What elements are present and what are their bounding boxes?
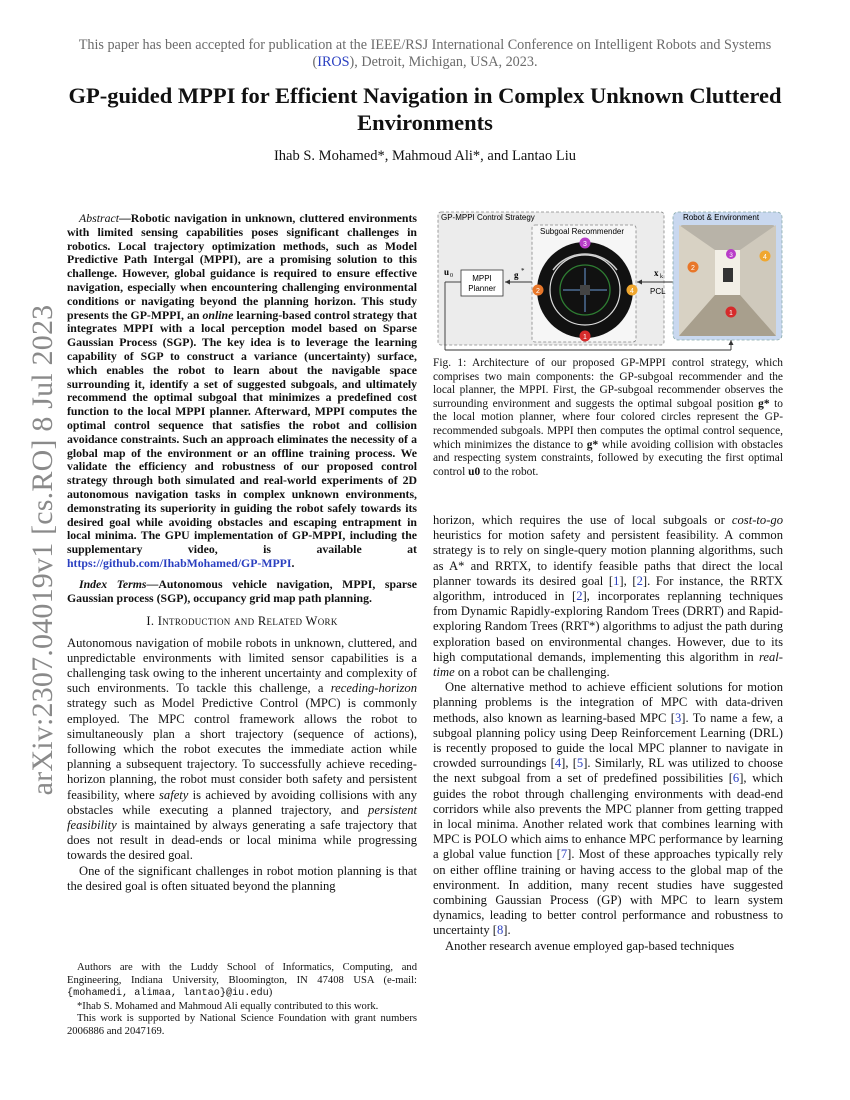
rp1-e: on a robot can be challenging. — [454, 665, 610, 680]
abstract-label: Abstract — [79, 211, 119, 225]
citation-8[interactable]: 8 — [497, 923, 504, 938]
arxiv-stamp — [23, 304, 63, 796]
intro-p1-d: is maintained by always generating a safe trajectory that does not result in dead-ends or local minima while progressing towards the desired goal. — [67, 817, 417, 863]
paper-title: GP-guided MPPI for Efficient Navigation in Complex Unknown Cluttered Environments — [68, 83, 782, 135]
citation-6[interactable]: 6 — [732, 771, 740, 786]
caption-g: g* — [758, 397, 770, 410]
rp1-rt: real-time — [433, 649, 783, 680]
figure-caption — [433, 357, 783, 479]
notice-text-post: ), Detroit, Michigan, USA, 2023. — [349, 54, 538, 70]
intro-p1-b: strategy such as Model Predictive Control (MPC) is commonly employed. The MPC control framework allows the robot to simultaneously plan a short trajectory (sequence of actions), following which the robot executes the immediate action while planning a subsequent trajectory. To successfully achieve receding-horizon planning, the robot must consider both safety and persistent feasibility, where — [67, 696, 417, 802]
rp1-a: horizon, which requires the use of local subgoals or — [433, 513, 732, 527]
paper-authors: Ihab S. Mohamed*, Mahmoud Ali*, and Lantao Liu — [273, 148, 577, 164]
citation-1[interactable]: 1 — [613, 573, 620, 588]
footnote — [67, 962, 417, 1039]
rp1-d: ], incorporates replanning techniques from Dynamic Rapidly-exploring Random Trees (DRRT) and Rapid-exploring Random Trees (RRT*) algorithms to adjust the path during exploration based on environmental changes. However, due to its high computational demands, implementing this algorithm in — [433, 589, 783, 664]
section-heading: I. Introduction and Related Work — [146, 614, 338, 629]
publication-notice — [60, 37, 790, 71]
footnote-line1-end: ) — [268, 987, 273, 999]
intro-paragraph-2: One of the significant challenges in robot motion planning is that the desired goal is often situated beyond the planning — [67, 863, 417, 893]
rp2-sep: ], [ — [561, 756, 577, 771]
github-link[interactable]: https://github.com/IhabMohamed/GP-MPPI — [67, 555, 292, 570]
rp1-b: heuristics for motion safety and persistent feasibility. A common strategy is to rely on single-query motion planning algorithms, such as A* and RRTX, to identify feasible paths that direct the local planner towards its desired goal [ — [433, 528, 783, 588]
rp1-c: ]. For instance, the RRTX algorithm, introduced in [ — [433, 573, 783, 604]
footnote-grant: This work is supported by National Science Foundation with grant numbers 2006886 and 2047169. — [67, 1013, 417, 1037]
arxiv-stamp-text: arXiv:2307.04019v1 [cs.RO] 8 Jul 2023 — [26, 304, 59, 796]
citation-7[interactable]: 7 — [560, 847, 568, 862]
notice-text-pre: This paper has been accepted for publication at the IEEE/RSJ International Conference on Intelligent Robots and Systems ( — [78, 37, 772, 70]
footnote-email: {mohamedi, alimaa, lantao}@iu.edu — [67, 988, 269, 1000]
intro-p1-c: is achieved by avoiding collisions with any obstacles while executing a planned trajectory, and — [67, 787, 417, 817]
architecture-figure — [435, 210, 785, 355]
xk-sub: k — [660, 274, 663, 280]
rp2-b: ]. To name a few, a subgoal planning policy using Deep Reinforcement Learning (DRL) is recently proposed to guide the local MPC planner to navigate in crowded surroundings [ — [433, 710, 783, 771]
pcl-label: PCL — [650, 287, 666, 296]
footnote-affiliation — [67, 962, 417, 1001]
abstract-text-b: learning-based control strategy that integrates MPPI with a local perception model based on Sparse Gaussian Process (SGP). The key idea is to leverage the learning capability of SGP to construct a variance (uncertainty) surface, which enables the robot to learn about the navigable space surrounding it, identify a set of suggested subgoals, and ultimately recommend the optimal subgoal that minimizes a predefined cost function to the local MPPI planner. Afterward, MPPI computes the optimal control sequence that satisfies the robot and collision avoidance constraints. Such an approach eliminates the necessity of a global map of the environment or an offline training process. We validate the efficiency and robustness of our proposed control strategy through both simulated and real-world experiments of 2D autonomous navigation tasks in complex unknown environments, demonstrating its superiority in guiding the robot safely towards its desired goal while avoiding obstacles and escaping entrapment in local minima. The GPU implementation of GP-MPPI, including the supplementary video, is available at — [67, 307, 417, 557]
rp1-sep: ], [ — [619, 573, 637, 588]
index-terms-text: —Autonomous vehicle navigation, MPPI, sparse Gaussian process (SGP), occupancy grid map path planning. — [67, 576, 417, 605]
subgoal-label-4: 4 — [630, 288, 634, 295]
abstract — [67, 212, 417, 571]
rp1-ctg: cost-to-go — [731, 513, 783, 527]
planner-label-1: MPPI — [472, 274, 492, 283]
subgoal-label-3: 3 — [583, 241, 587, 248]
gstar-sup: * — [521, 267, 525, 275]
env-label-2: 2 — [691, 265, 695, 272]
caption-text-c: while avoiding collision with obstacles and respecting system constraints, followed by executing the first optimal control — [433, 438, 783, 478]
intro-p1-a: Autonomous navigation of mobile robots in unknown, cluttered, and unpredictable environments with limited sensor capabilities is a challenging task owing to the inherent uncertainty and complexity of such environments. To tackle this challenge, a — [67, 635, 417, 696]
index-terms — [67, 578, 417, 606]
subgoal-label-2: 2 — [536, 288, 540, 295]
panel-left-title: GP-MPPI Control Strategy — [441, 213, 535, 222]
citation-5[interactable]: 5 — [576, 756, 584, 771]
u0-sub: 0 — [450, 273, 453, 279]
index-terms-label: Index Terms — [79, 576, 147, 591]
subgoal-label-1: 1 — [583, 334, 587, 341]
panel-sub-title: Subgoal Recommender — [540, 227, 625, 236]
caption-text-a: Architecture of our proposed GP-MPPI control strategy, which comprises two main components: the GP-subgoal recommender and the local planner, the MPPI. First, the GP-subgoal recommender observes the surrounding environment and suggests the optimal subgoal position — [433, 357, 783, 410]
iros-link[interactable]: IROS — [317, 54, 350, 70]
right-column — [433, 513, 783, 954]
intro-p1-pf: persistent feasibility — [67, 802, 417, 832]
caption-text-d: to the robot. — [480, 465, 539, 478]
rp2-e: ]. Most of these approaches typically rely on either offline training or having access to the global map of the environment. In addition, many recent studies have suggested combining Gaussian Process (GP) with MPC to learn system dynamics, leading to better control performance and robustness to uncertainty [ — [433, 847, 783, 938]
xk-label: x — [654, 268, 659, 278]
panel-right-title: Robot & Environment — [683, 213, 760, 222]
abstract-end: . — [291, 555, 295, 570]
abstract-online: online — [202, 307, 234, 322]
intro-p1-rh: receding-horizon — [330, 681, 417, 696]
right-paragraph-3: Another research avenue employed gap-based techniques — [445, 938, 735, 953]
intro-paragraph-1 — [67, 636, 417, 864]
abstract-text-a: —Robotic navigation in unknown, cluttered environments with limited sensing capabilities poses significant challenges in robotics. Local trajectory optimization methods, such as Model Predictive Path Intergal (MPPI), are a promising solution to this challenge. However, global guidance is required to ensure effective navigation, especially when encountering challenging environmental conditions or navigating beyond the planning horizon. This study presents the GP-MPPI, an — [67, 211, 417, 322]
rp2-f: ]. — [503, 923, 511, 938]
env-label-1: 1 — [729, 310, 733, 317]
right-paragraph-1 — [433, 513, 783, 680]
citation-2[interactable]: 2 — [636, 573, 643, 588]
rp2-d: ], which guides the robot through challenging environments with dead-end corridors while also prevents the MPC planner from getting trapped in local minima. Another related work that combines learning with MPC is POLO which aims to enhance MPC performance by learning a global value function [ — [433, 771, 783, 862]
citation-3[interactable]: 3 — [675, 710, 682, 725]
caption-u0: u0 — [468, 465, 481, 478]
u0-label: u — [444, 267, 450, 277]
footnote-equal-contribution: *Ihab S. Mohamed and Mahmoud Ali equally contributed to this work. — [77, 1000, 379, 1012]
rp2-a: One alternative method to achieve efficient solutions for motion planning problems is the integration of MPC with data-driven methods, also known as learning-based MPC [ — [433, 680, 783, 725]
caption-text-b: to the local motion planner, where four colored circles represent the GP-recommended subgoals. MPPI then computes the optimal control sequence, which minimizes the distance to — [433, 397, 784, 451]
env-label-4: 4 — [763, 254, 767, 261]
right-paragraph-2 — [433, 680, 783, 938]
citation-4[interactable]: 4 — [554, 756, 562, 771]
gstar-label: g — [514, 270, 519, 280]
citation-2b[interactable]: 2 — [576, 589, 583, 604]
intro-p1-safety: safety — [159, 787, 189, 802]
left-column — [67, 212, 417, 894]
env-label-3: 3 — [729, 252, 733, 259]
rp2-c: ]. Similarly, RL was utilized to choose the next subgoal from a set of predefined possibilities [ — [433, 756, 784, 786]
planner-label-2: Planner — [468, 284, 496, 293]
caption-prefix: Fig. 1: — [433, 357, 467, 369]
caption-g2: g* — [586, 438, 599, 451]
footnote-line1: Authors are with the Luddy School of Informatics, Computing, and Engineering, Indiana University, Bloomington, IN 47408 USA (e-mail: — [67, 962, 417, 986]
